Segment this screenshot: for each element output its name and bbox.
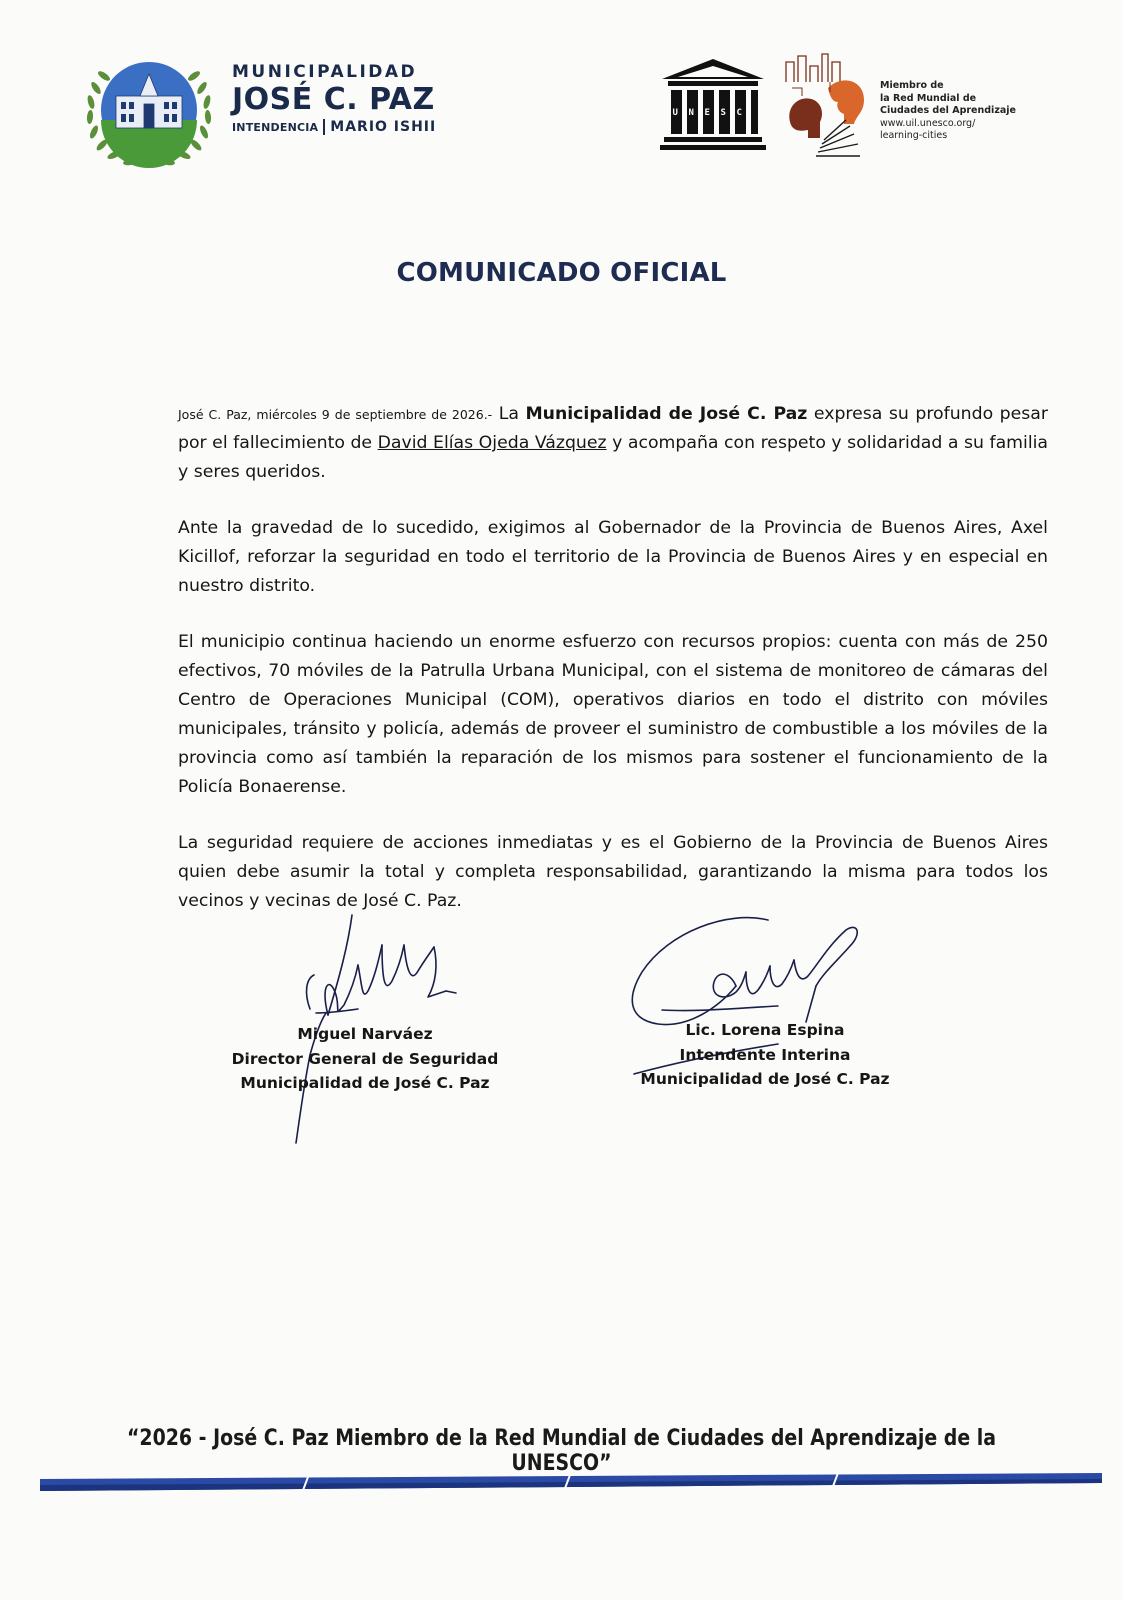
municipality-name: JOSÉ C. PAZ (232, 82, 435, 117)
p1-mid: expresa su profundo pesar por el fallecimiento de (178, 404, 1048, 453)
footer-stripe (40, 1473, 1102, 1495)
network-line-3: Ciudades del Aprendizaje (880, 105, 1016, 116)
dateline: José C. Paz, miércoles 9 de septiembre de 2026.- (178, 407, 493, 422)
statement-body (178, 400, 1048, 943)
learning-cities-caption (880, 80, 1016, 143)
signer-right-name: Lic. Lorena Espina (685, 1021, 845, 1039)
p1-lead: La (492, 404, 526, 424)
p1-org-name: Municipalidad de José C. Paz (525, 404, 808, 424)
signer-right-role: Intendente Interina (679, 1045, 851, 1064)
unesco-temple-icon (660, 57, 766, 151)
p1-end: y acompaña con respeto y solidaridad a su familia y seres queridos. (178, 433, 1049, 482)
municipal-seal-icon (82, 48, 216, 172)
network-url-line-1: www.uil.unesco.org/ (880, 117, 976, 129)
network-line-2: la Red Mundial de (880, 92, 977, 104)
paragraph-condolences (178, 400, 1048, 487)
intendencia-row (232, 119, 436, 135)
deceased-name: David Elías Ojeda Vázquez (377, 433, 607, 453)
municipality-label: MUNICIPALIDAD (232, 62, 418, 82)
paragraph-demand: Ante la gravedad de lo sucedido, exigimos al Gobernador de la Provincia de Buenos Aires, Axel Kicillof, reforzar la seguridad en todo el territorio de la Provincia de Buenos Aires y en especial en nuestro distrito. (178, 518, 1048, 596)
svg-text:E: E (704, 108, 710, 118)
signer-left-role: Director General de Seguridad (231, 1049, 499, 1068)
footer-motto: “2026 - José C. Paz Miembro de la Red Mundial de Ciudades del Aprendizaje de la UNESCO” (126, 1426, 997, 1476)
paragraph-responsibility: La seguridad requiere de acciones inmediatas y es el Gobierno de la Provincia de Buenos Aires quien debe asumir la total y completa responsabilidad, garantizando la misma para todos los vecinos y vecinas de José C. Paz. (178, 833, 1048, 911)
network-line-1: Miembro de (880, 80, 944, 91)
signer-right-org: Municipalidad de José C. Paz (640, 1070, 890, 1088)
signature-block-left (205, 1022, 525, 1096)
svg-text:S: S (720, 108, 726, 118)
svg-text:C: C (736, 108, 742, 118)
paragraph-resources: El municipio continua haciendo un enorme esfuerzo con recursos propios: cuenta con más de 250 efectivos, 70 móviles de la Patrulla Urbana Municipal, con el sistema de monitoreo de cámaras del Centro de Operaciones Municipal (COM), operativos diarios en todo el distrito con móviles municipales, tránsito y policía, además de proveer el suministro de combustible a los móviles de la provincia como así también la reparación de los mismos para sostener el funcionamiento de la Policía Bonaerense. (178, 632, 1048, 797)
intendencia-divider (323, 119, 325, 135)
municipality-wordmark (232, 62, 436, 135)
learning-cities-icon (780, 52, 870, 160)
signer-left-name: Miguel Narváez (297, 1025, 433, 1043)
intendencia-label: INTENDENCIA (232, 120, 319, 134)
document-title: COMUNICADO OFICIAL (396, 258, 727, 288)
network-url-line-2: learning-cities (880, 130, 948, 141)
signature-block-right (610, 1018, 920, 1092)
svg-text:N: N (688, 108, 694, 118)
svg-text:U: U (672, 108, 678, 118)
signer-left-org: Municipalidad de José C. Paz (240, 1074, 490, 1092)
mayor-name: MARIO ISHII (330, 119, 437, 135)
